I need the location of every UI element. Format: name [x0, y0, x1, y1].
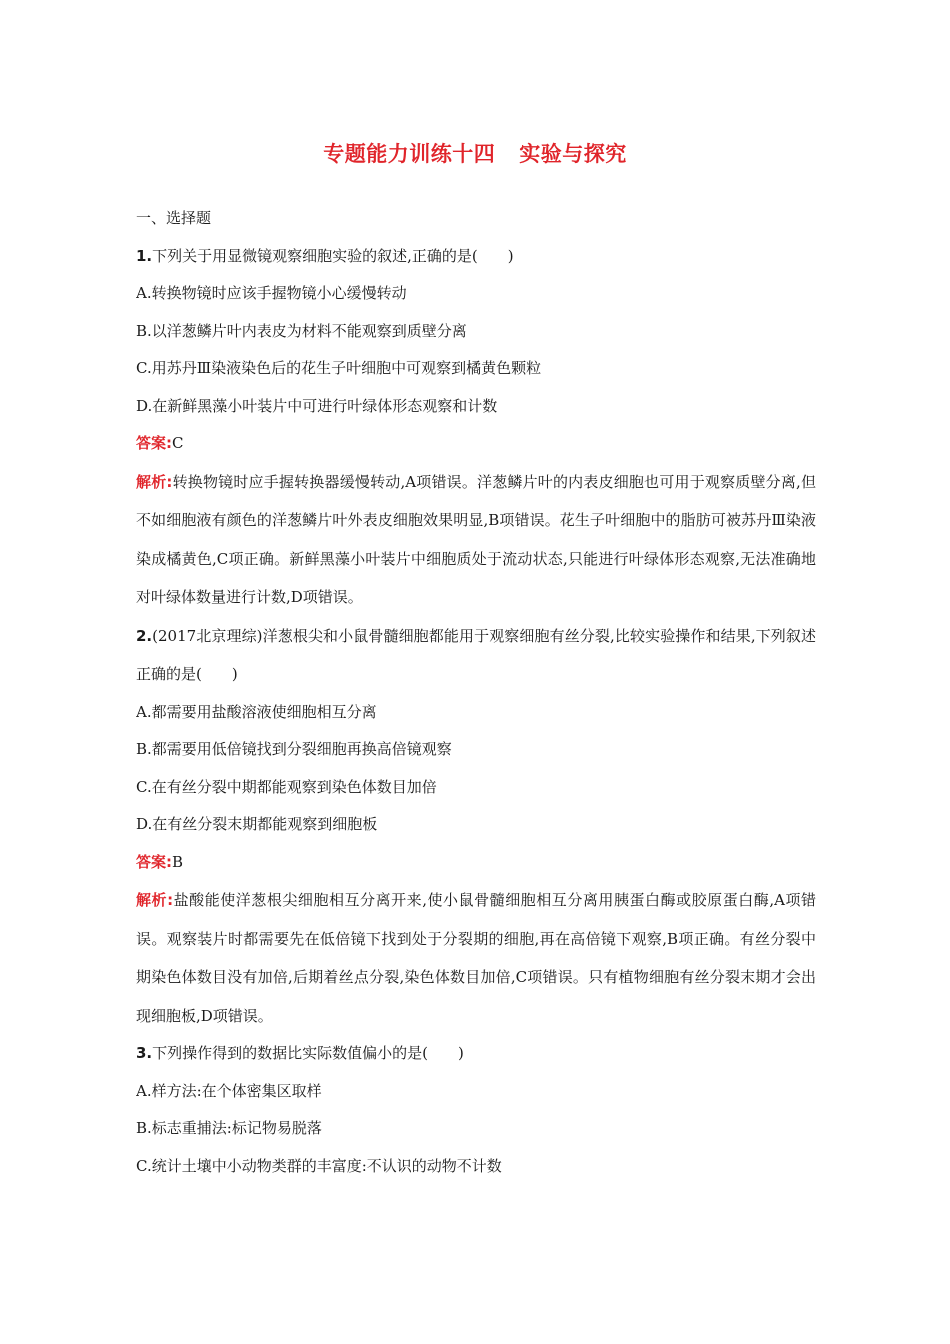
question-stem — [136, 1035, 816, 1073]
option-d: D.在有丝分裂末期都能观察到细胞板 — [136, 815, 378, 833]
question-2 — [136, 617, 816, 1036]
answer-value: B — [172, 852, 184, 871]
title-main: 专题能力训练十四 — [323, 142, 496, 166]
question-number: 2. — [136, 626, 153, 645]
question-1 — [136, 238, 816, 617]
analysis-paragraph — [136, 881, 816, 1035]
question-stem — [136, 617, 816, 694]
option-a: A.样方法:在个体密集区取样 — [136, 1081, 322, 1100]
question-number: 3. — [136, 1044, 153, 1062]
analysis-label: 解析: — [136, 891, 174, 909]
analysis-text: 盐酸能使洋葱根尖细胞相互分离开来,使小鼠骨髓细胞相互分离用胰蛋白酶或胶原蛋白酶,A项错误。观察装片时都需要先在低倍镜下找到处于分裂期的细胞,再在高倍镜下观察,B项正确。有丝分裂中期染色体数目没有加倍,后期着丝点分裂,染色体数目加倍,C项错误。只有植物细胞有丝分裂末期才会出现细胞板,D项错误。 — [136, 891, 817, 1025]
question-stem — [136, 238, 816, 276]
analysis-paragraph — [136, 463, 816, 617]
option-b: B.标志重捕法:标记物易脱落 — [136, 1119, 322, 1137]
document-title — [0, 138, 950, 168]
answer-label: 答案: — [136, 852, 172, 871]
option-c: C.在有丝分裂中期都能观察到染色体数目加倍 — [136, 777, 437, 796]
answer-value: C — [172, 434, 184, 452]
question-text: 下列操作得到的数据比实际数值偏小的是( ) — [152, 1044, 464, 1062]
question-text: 下列关于用显微镜观察细胞实验的叙述,正确的是( ) — [152, 246, 514, 265]
question-number: 1. — [136, 246, 153, 265]
question-3 — [136, 1035, 816, 1185]
analysis-text: 转换物镜时应手握转换器缓慢转动,A项错误。洋葱鳞片叶的内表皮细胞也可用于观察质壁分离,但不如细胞液有颜色的洋葱鳞片叶外表皮细胞效果明显,B项错误。花生子叶细胞中的脂肪可被苏丹Ⅲ染液染成橘黄色,C项正确。新鲜黑藻小叶装片中细胞质处于流动状态,只能进行叶绿体形态观察,无法准确地对叶绿体数量进行计数,D项错误。 — [136, 472, 817, 606]
answer-label: 答案: — [136, 434, 172, 452]
option-b: B.以洋葱鳞片叶内表皮为材料不能观察到质壁分离 — [136, 321, 467, 340]
section-heading: 一、选择题 — [136, 209, 212, 227]
answer-line — [136, 425, 816, 463]
document-body — [136, 200, 816, 1185]
option-a: A.转换物镜时应该手握物镜小心缓慢转动 — [136, 284, 407, 302]
title-sub: 实验与探究 — [519, 142, 627, 166]
option-b: B.都需要用低倍镜找到分裂细胞再换高倍镜观察 — [136, 740, 452, 758]
analysis-label: 解析: — [136, 472, 173, 491]
answer-line — [136, 844, 816, 882]
question-text: (2017北京理综)洋葱根尖和小鼠骨髓细胞都能用于观察细胞有丝分裂,比较实验操作和结果,下列叙述正确的是( ) — [136, 626, 816, 683]
option-c: C.统计土壤中小动物类群的丰富度:不认识的动物不计数 — [136, 1156, 502, 1175]
option-d: D.在新鲜黑藻小叶装片中可进行叶绿体形态观察和计数 — [136, 396, 498, 415]
option-a: A.都需要用盐酸溶液使细胞相互分离 — [136, 702, 377, 721]
option-c: C.用苏丹Ⅲ染液染色后的花生子叶细胞中可观察到橘黄色颗粒 — [136, 359, 542, 377]
